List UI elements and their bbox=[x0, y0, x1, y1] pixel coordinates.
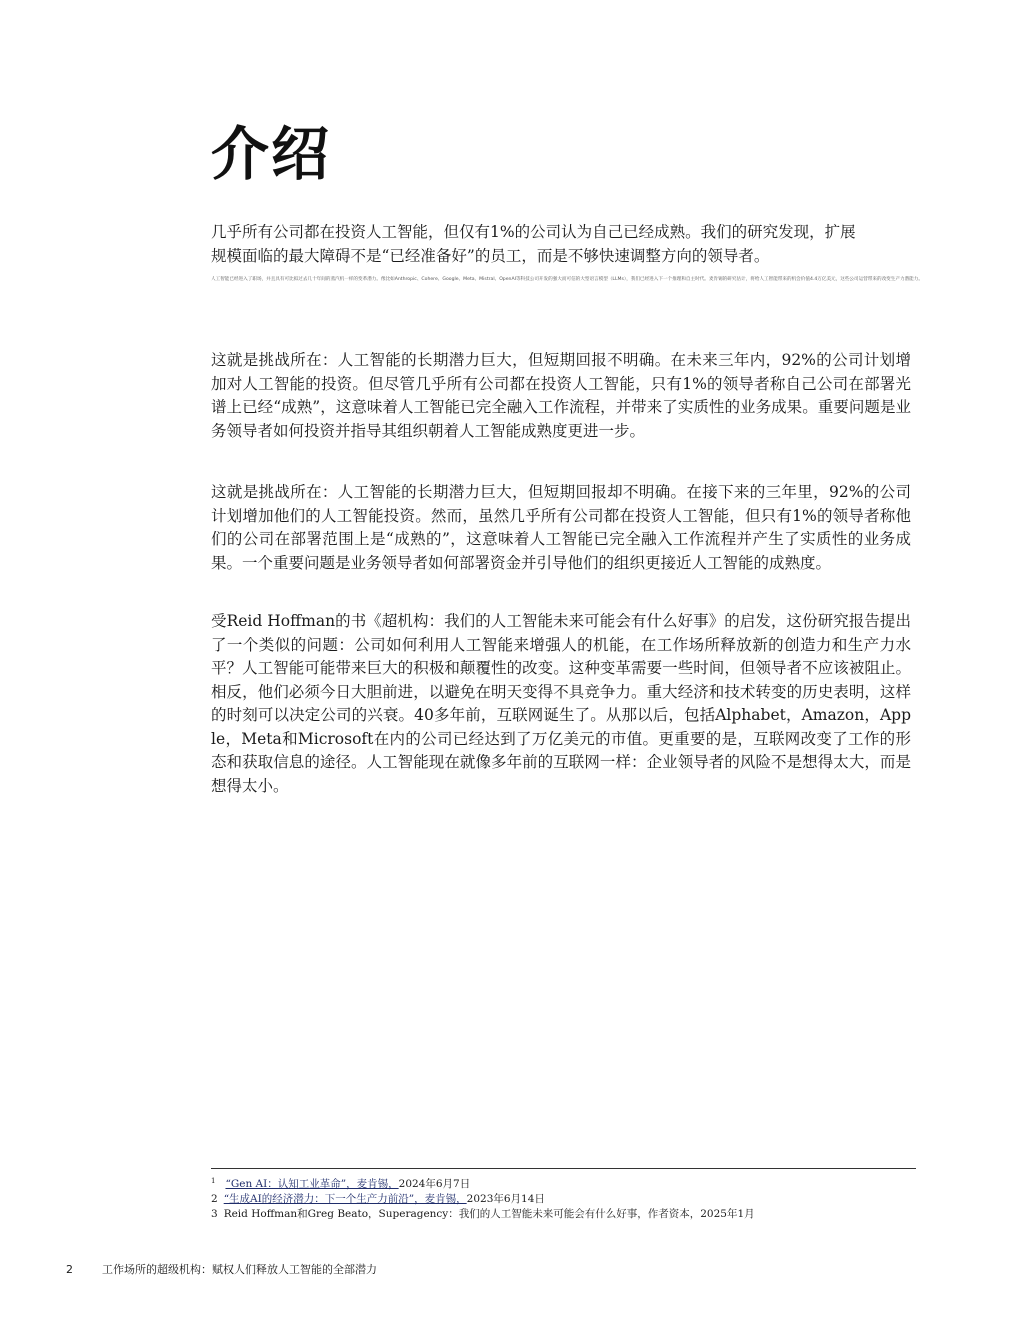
footnotes-list bbox=[211, 1174, 916, 1222]
footnote-number: 3 bbox=[211, 1208, 218, 1220]
fine-print-note: 人工智能已经进入了职场，并且具有可比拟过去几十年间的蒸汽机一样的变革潜力。像比如Anthropic、Cohere、Google、Meta、Mistral、OpenAI等科技公司开发的强大而可信的大型语言模型（LLMs），我们已经进入下一个推理和自主时代。麦肯锡的研究估计，将给人工智能带来的机会价值4.4万亿美元，这些公司运营带来的改变生产力潜能力。 bbox=[211, 277, 923, 282]
body-paragraph: 这就是挑战所在：人工智能的长期潜力巨大，但短期回报不明确。在未来三年内，92%的公司计划增加对人工智能的投资。但尽管几乎所有公司都在投资人工智能，只有1%的领导者称自己公司在部署光谱上已经“成熟”，这意味着人工智能已完全融入工作流程，并带来了实质性的业务成果。重要问题是业务领导者如何投资并指导其组织朝着人工智能成熟度更进一步。 bbox=[211, 351, 911, 440]
page-number: 2 bbox=[66, 1263, 73, 1276]
footnote-text: Reid Hoffman和Greg Beato，Superagency：我们的人工智能未来可能会有什么好事，作者资本，2025年1月 bbox=[223, 1208, 755, 1220]
footer-document-title: 工作场所的超级机构：赋权人们释放人工智能的全部潜力 bbox=[102, 1263, 377, 1276]
footnote-date: 2024年6月7日 bbox=[398, 1178, 471, 1190]
body-paragraph: 受Reid Hoffman的书《超机构：我们的人工智能未来可能会有什么好事》的启发，这份研究报告提出了一个类似的问题：公司如何利用人工智能来增强人的机能，在工作场所释放新的创造力和生产力水平？人工智能可能带来巨大的积极和颠覆性的改变。这种变革需要一些时间，但领导者不应该被阻止。相反，他们必须今日大胆前进，以避免在明天变得不具竞争力。重大经济和技术转变的历史表明，这样的时刻可以决定公司的兴衰。40多年前，互联网诞生了。从那以后，包括Alphabet，Amazon，Apple，Meta和Microsoft在内的公司已经达到了万亿美元的市值。更重要的是，互联网改变了工作的形态和获取信息的途径。人工智能现在就像多年前的互联网一样：企业领导者的风险不是想得太大，而是想得太小。 bbox=[211, 612, 911, 795]
footnote-item bbox=[211, 1192, 916, 1207]
footnote-link[interactable]: “生成AI的经济潜力：下一个生产力前沿”，麦肯锡， bbox=[223, 1193, 467, 1205]
footnote-number: 1 bbox=[211, 1177, 216, 1185]
footnote-number: 2 bbox=[211, 1193, 218, 1205]
page-title: 介绍 bbox=[211, 120, 332, 188]
body-paragraph: 这就是挑战所在：人工智能的长期潜力巨大，但短期回报却不明确。在接下来的三年里，92%的公司计划增加他们的人工智能投资。然而，虽然几乎所有公司都在投资人工智能，但只有1%的领导者称他们的公司在部署范围上是“成熟的”，这意味着人工智能已完全融入工作流程并产生了实质性的业务成果。一个重要问题是业务领导者如何部署资金并引导他们的组织更接近人工智能的成熟度。 bbox=[211, 483, 911, 572]
intro-lead-paragraph: 几乎所有公司都在投资人工智能，但仅有1%的公司认为自己已经成熟。我们的研究发现，扩展规模面临的最大障碍不是“已经准备好”的员工，而是不够快速调整方向的领导者。 bbox=[211, 223, 856, 265]
footnote-divider bbox=[211, 1168, 916, 1169]
footnote-link[interactable]: “Gen AI：认知工业革命”，麦肯锡， bbox=[225, 1178, 399, 1190]
footnote-date: 2023年6月14日 bbox=[466, 1193, 545, 1205]
page-footer bbox=[66, 1262, 377, 1278]
footnote-item bbox=[211, 1207, 916, 1222]
footnote-item bbox=[211, 1174, 916, 1192]
